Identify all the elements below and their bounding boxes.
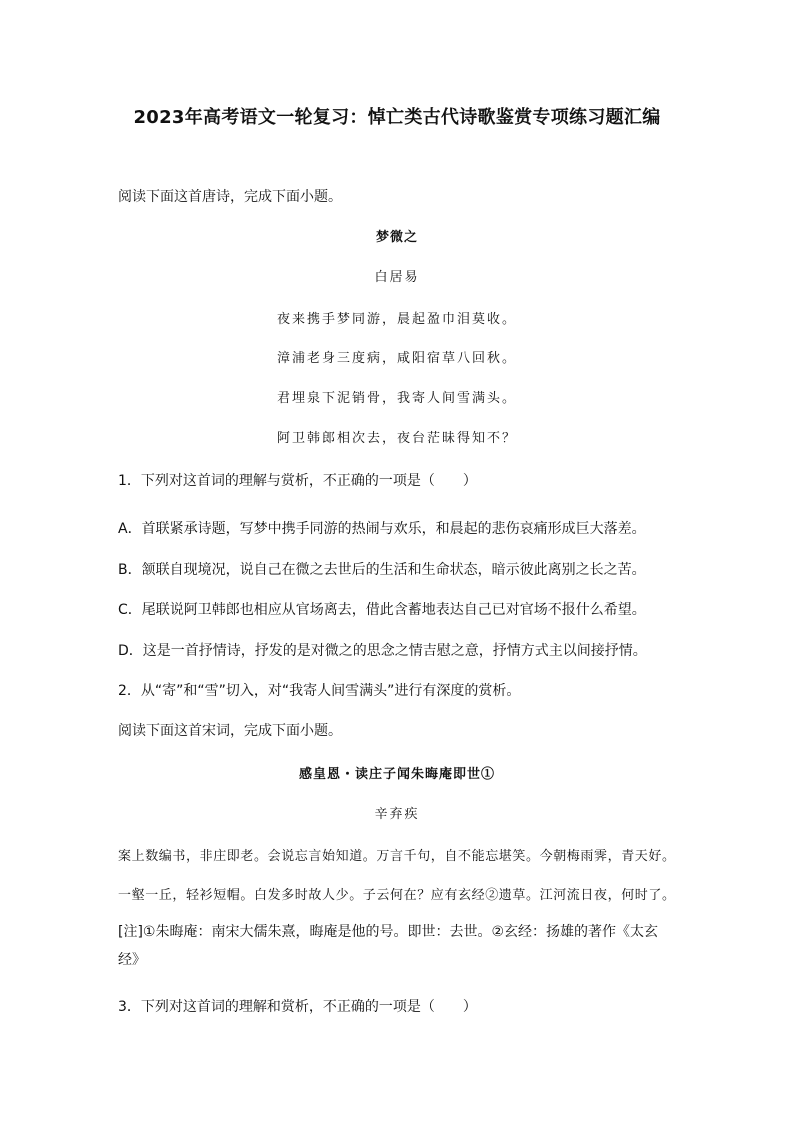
poem-author-2: 辛弃疾 — [374, 807, 420, 822]
poem-line: 漳浦老身三度病，咸阳宿草八回秋。 — [276, 351, 517, 366]
ci-line: 一壑一丘，轻衫短帽。白发多时故人少。子云何在？应有玄经②遗草。江河流日夜，何时了。 — [118, 888, 676, 903]
question-2: 2．从“寄”和“雪”切入，对“我寄人间雪满头”进行有深度的赏析。 — [118, 683, 521, 699]
instruction-2: 阅读下面这首宋词，完成下面小题。 — [118, 723, 342, 739]
poem-line: 夜来携手梦同游，晨起盈巾泪莫收。 — [276, 312, 517, 327]
poem-line: 阿卫韩郎相次去，夜台茫昧得知不？ — [276, 431, 517, 446]
poem-title-2: 感皇恩・读庄子闻朱晦庵即世① — [298, 767, 495, 782]
poem-line: 君埋泉下泥销骨，我寄人间雪满头。 — [276, 391, 517, 406]
option-c: C．尾联说阿卫韩郎也相应从官场离去，借此含蓄地表达自己已对官场不报什么希望。 — [118, 602, 646, 618]
option-b: B．颔联自现境况，说自己在微之去世后的生活和生命状态，暗示彼此离别之长之苦。 — [118, 562, 646, 578]
poem-title-1: 梦微之 — [375, 230, 418, 245]
poem-author-1: 白居易 — [374, 270, 420, 285]
option-d: D．这是一首抒情诗，抒发的是对微之的思念之情吉慰之意，抒情方式主以间接抒情。 — [118, 643, 647, 659]
question-3: 3．下列对这首词的理解和赏析，不正确的一项是（ ） — [118, 999, 477, 1015]
instruction-1: 阅读下面这首唐诗，完成下面小题。 — [118, 189, 342, 205]
document-title: 2023年高考语文一轮复习：悼亡类古代诗歌鉴赏专项练习题汇编 — [133, 107, 661, 128]
option-a: A．首联紧承诗题，写梦中携手同游的热闹与欢乐，和晨起的悲伤哀痛形成巨大落差。 — [118, 521, 646, 537]
annotation-note: [注]①朱晦庵：南宋大儒朱熹，晦庵是他的号。即世：去世。②玄经：扬雄的著作《太玄经》 — [118, 924, 659, 968]
question-1: 1．下列对这首词的理解与赏析，不正确的一项是（ ） — [118, 473, 477, 489]
ci-line: 案上数编书，非庄即老。会说忘言始知道。万言千句，自不能忘堪笑。今朝梅雨霁，青天好。 — [118, 849, 676, 864]
